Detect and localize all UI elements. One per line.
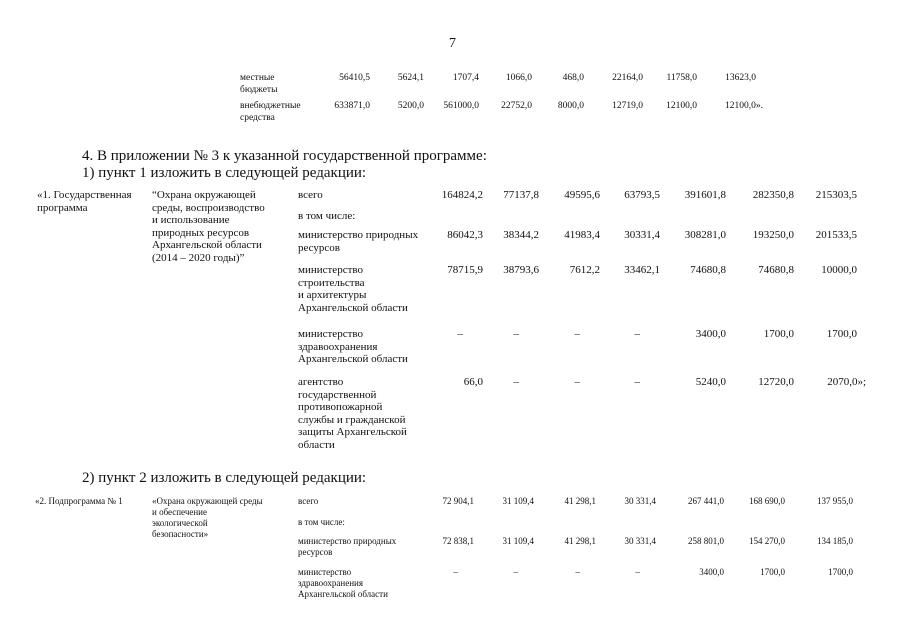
subprogram-name: и обеспечение bbox=[152, 507, 207, 517]
cell-value: 468,0 bbox=[562, 73, 584, 83]
cell-value: – bbox=[634, 376, 640, 388]
cell-value: 282350,8 bbox=[752, 189, 794, 201]
cell-value: – bbox=[453, 567, 458, 577]
cell-value: 12100,0». bbox=[725, 101, 763, 111]
cell-value: 3400,0 bbox=[699, 567, 724, 577]
cell-value: 72 904,1 bbox=[442, 496, 474, 506]
cell-value: 30 331,4 bbox=[624, 536, 656, 546]
cell-value: 2070,0»; bbox=[827, 376, 866, 388]
cell-value: 31 109,4 bbox=[502, 536, 534, 546]
cell-value: 1700,0 bbox=[760, 567, 785, 577]
cell-value: – bbox=[513, 376, 519, 388]
row-label: здравоохранения bbox=[298, 578, 364, 588]
row-label: Архангельской области bbox=[298, 353, 408, 365]
cell-value: 1707,4 bbox=[452, 73, 479, 83]
row-label: средства bbox=[240, 113, 275, 123]
row-label: местные bbox=[240, 73, 275, 83]
cell-value: 72 838,1 bbox=[442, 536, 474, 546]
cell-value: 7612,2 bbox=[569, 264, 600, 276]
cell-value: 41 298,1 bbox=[564, 536, 596, 546]
program-title: программа bbox=[37, 201, 88, 214]
row-label: министерство природных bbox=[298, 536, 397, 546]
heading-item-1: 1) пункт 1 изложить в следующей редакции: bbox=[82, 165, 367, 181]
row-label: бюджеты bbox=[240, 85, 278, 95]
cell-value: 1700,0 bbox=[763, 328, 794, 340]
program-title: «1. Государственная bbox=[37, 189, 132, 201]
cell-value: 5200,0 bbox=[397, 101, 424, 111]
cell-value: – bbox=[513, 328, 519, 340]
row-label: всего bbox=[298, 496, 319, 506]
cell-value: 22164,0 bbox=[612, 73, 643, 83]
cell-value: 63793,5 bbox=[624, 189, 660, 201]
cell-value: 5624,1 bbox=[397, 73, 424, 83]
row-label: министерство природных bbox=[298, 229, 419, 241]
row-label: службы и гражданской bbox=[298, 413, 406, 426]
row-label: противопожарной bbox=[298, 401, 383, 413]
row-label: в том числе: bbox=[298, 210, 356, 222]
row-label: области bbox=[298, 438, 335, 451]
row-label: Архангельской области bbox=[298, 589, 388, 599]
row-label: министерство bbox=[298, 264, 364, 276]
cell-value: 193250,0 bbox=[752, 229, 794, 241]
program-name: Архангельской области bbox=[152, 239, 262, 251]
cell-value: 30 331,4 bbox=[624, 496, 656, 506]
subprogram-name: экологической bbox=[152, 518, 208, 528]
subprogram-name: безопасности» bbox=[152, 529, 209, 539]
row-label: министерство bbox=[298, 567, 352, 577]
cell-value: – bbox=[574, 376, 580, 388]
cell-value: 74680,8 bbox=[690, 264, 726, 276]
cell-value: – bbox=[575, 567, 580, 577]
cell-value: 10000,0 bbox=[821, 264, 857, 276]
cell-value: 38793,6 bbox=[503, 264, 539, 276]
cell-value: 38344,2 bbox=[503, 229, 539, 241]
cell-value: 41 298,1 bbox=[564, 496, 596, 506]
cell-value: 258 801,0 bbox=[688, 536, 724, 546]
program-name: среды, воспроизводство bbox=[152, 201, 265, 214]
cell-value: 8000,0 bbox=[557, 101, 584, 111]
cell-value: 391601,8 bbox=[684, 189, 726, 201]
cell-value: – bbox=[635, 567, 640, 577]
row-label: государственной bbox=[298, 388, 377, 401]
row-label: строительства bbox=[298, 276, 365, 289]
row-label: ресурсов bbox=[298, 241, 340, 254]
cell-value: – bbox=[457, 328, 463, 340]
program-name: (2014 – 2020 годы)” bbox=[152, 251, 245, 264]
cell-value: 33462,1 bbox=[624, 264, 660, 276]
row-label: внебюджетные bbox=[240, 101, 301, 111]
row-label: ресурсов bbox=[298, 547, 333, 557]
row-label: защиты Архангельской bbox=[298, 426, 407, 438]
row-label: министерство bbox=[298, 328, 364, 340]
cell-value: 30331,4 bbox=[624, 229, 660, 241]
cell-value: – bbox=[634, 328, 640, 340]
cell-value: 12100,0 bbox=[666, 101, 697, 111]
cell-value: 12720,0 bbox=[758, 376, 794, 388]
cell-value: 1700,0 bbox=[826, 328, 857, 340]
cell-value: 11758,0 bbox=[666, 73, 697, 83]
cell-value: 78715,9 bbox=[447, 264, 483, 276]
program-name: и использование bbox=[152, 214, 230, 226]
row-label: здравоохранения bbox=[298, 340, 378, 353]
cell-value: 168 690,0 bbox=[749, 496, 785, 506]
cell-value: 134 185,0 bbox=[817, 536, 853, 546]
heading-item-2: 2) пункт 2 изложить в следующей редакции: bbox=[82, 470, 367, 486]
row-label: агентство bbox=[298, 376, 344, 388]
cell-value: 56410,5 bbox=[339, 73, 370, 83]
row-label: в том числе: bbox=[298, 517, 345, 527]
cell-value: 49595,6 bbox=[564, 189, 600, 201]
cell-value: – bbox=[574, 328, 580, 340]
cell-value: 137 955,0 bbox=[817, 496, 853, 506]
subprogram-title: «2. Подпрограмма № 1 bbox=[35, 496, 123, 506]
cell-value: 22752,0 bbox=[501, 101, 532, 111]
cell-value: 86042,3 bbox=[447, 229, 483, 241]
cell-value: 267 441,0 bbox=[688, 496, 724, 506]
row-label: и архитектуры bbox=[298, 289, 367, 301]
page-number: 7 bbox=[449, 36, 456, 51]
program-name: “Охрана окружающей bbox=[152, 189, 256, 201]
cell-value: 633871,0 bbox=[334, 101, 370, 111]
cell-value: 154 270,0 bbox=[749, 536, 785, 546]
cell-value: 561000,0 bbox=[443, 101, 479, 111]
cell-value: 41983,4 bbox=[564, 229, 600, 241]
row-label: Архангельской области bbox=[298, 301, 408, 314]
cell-value: 201533,5 bbox=[815, 229, 857, 241]
cell-value: 66,0 bbox=[463, 376, 483, 388]
cell-value: 308281,0 bbox=[684, 229, 726, 241]
cell-value: 13623,0 bbox=[725, 73, 756, 83]
cell-value: 3400,0 bbox=[695, 328, 726, 340]
cell-value: 31 109,4 bbox=[502, 496, 534, 506]
cell-value: 215303,5 bbox=[815, 189, 857, 201]
cell-value: 1066,0 bbox=[505, 73, 532, 83]
heading-appendix-3: 4. В приложении № 3 к указанной государственной программе: bbox=[82, 148, 487, 164]
cell-value: 12719,0 bbox=[612, 101, 643, 111]
cell-value: 1700,0 bbox=[828, 567, 853, 577]
cell-value: 5240,0 bbox=[695, 376, 726, 388]
cell-value: 77137,8 bbox=[503, 189, 539, 201]
cell-value: 74680,8 bbox=[758, 264, 794, 276]
row-label: всего bbox=[298, 189, 323, 201]
program-name: природных ресурсов bbox=[152, 226, 250, 239]
cell-value: – bbox=[513, 567, 518, 577]
cell-value: 164824,2 bbox=[441, 189, 483, 201]
subprogram-name: «Охрана окружающей среды bbox=[152, 496, 263, 506]
